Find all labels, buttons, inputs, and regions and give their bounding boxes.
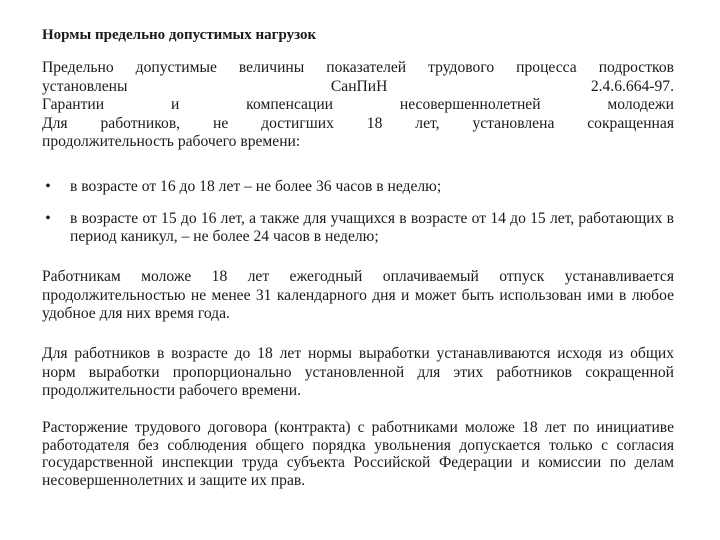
intro-line-2-right: СанПиН 2.4.6.664-97.: [330, 77, 674, 95]
termination-paragraph: Расторжение трудового договора (контракта) с работниками моложе 18 лет по инициативе работодателя без соблюдения общего порядка увольнения допускается только с согласия государственной инспекции труда субъекта Российской Федерации и комиссии по делам несовершеннолетних и защите их прав.: [42, 419, 674, 489]
bullet-marker: •: [45, 209, 51, 227]
vacation-paragraph: Работникам моложе 18 лет ежегодный оплачиваемый отпуск устанавливается продолжительностью не менее 31 календарного дня и может быть использован ими в любое удобное для них время года.: [42, 268, 674, 323]
list-item-text: в возрасте от 16 до 18 лет – не более 36 часов в неделю;: [70, 178, 442, 195]
intro-line-3: Гарантии и компенсации несовершеннолетней молодежи: [42, 96, 674, 114]
output-norms-paragraph: Для работников в возрасте до 18 лет нормы выработки устанавливаются исходя из общих норм выработки пропорционально установленной для этих работников сокращенной продолжительности рабочего времени.: [42, 345, 674, 400]
list-item: [42, 210, 674, 247]
list-item: [42, 178, 674, 197]
intro-line-1: Предельно допустимые величины показателей трудового процесса подростков: [42, 59, 674, 76]
intro-line-5: продолжительность рабочего времени:: [42, 133, 301, 151]
list-item-text: в возрасте от 15 до 16 лет, а также для учащихся в возрасте от 14 до 15 лет, работающих в период каникул, – не более 24 часов в неделю;: [70, 209, 674, 246]
intro-line-4: Для работников, не достигших 18 лет, установлена сокращенная: [42, 114, 674, 132]
bullet-marker: •: [45, 178, 51, 195]
intro-paragraph: [42, 59, 674, 152]
intro-line-2: [42, 78, 674, 97]
working-hours-list: [42, 178, 674, 260]
page-title: Нормы предельно допустимых нагрузок: [42, 27, 317, 43]
intro-line-2-left: установлены: [42, 77, 128, 95]
